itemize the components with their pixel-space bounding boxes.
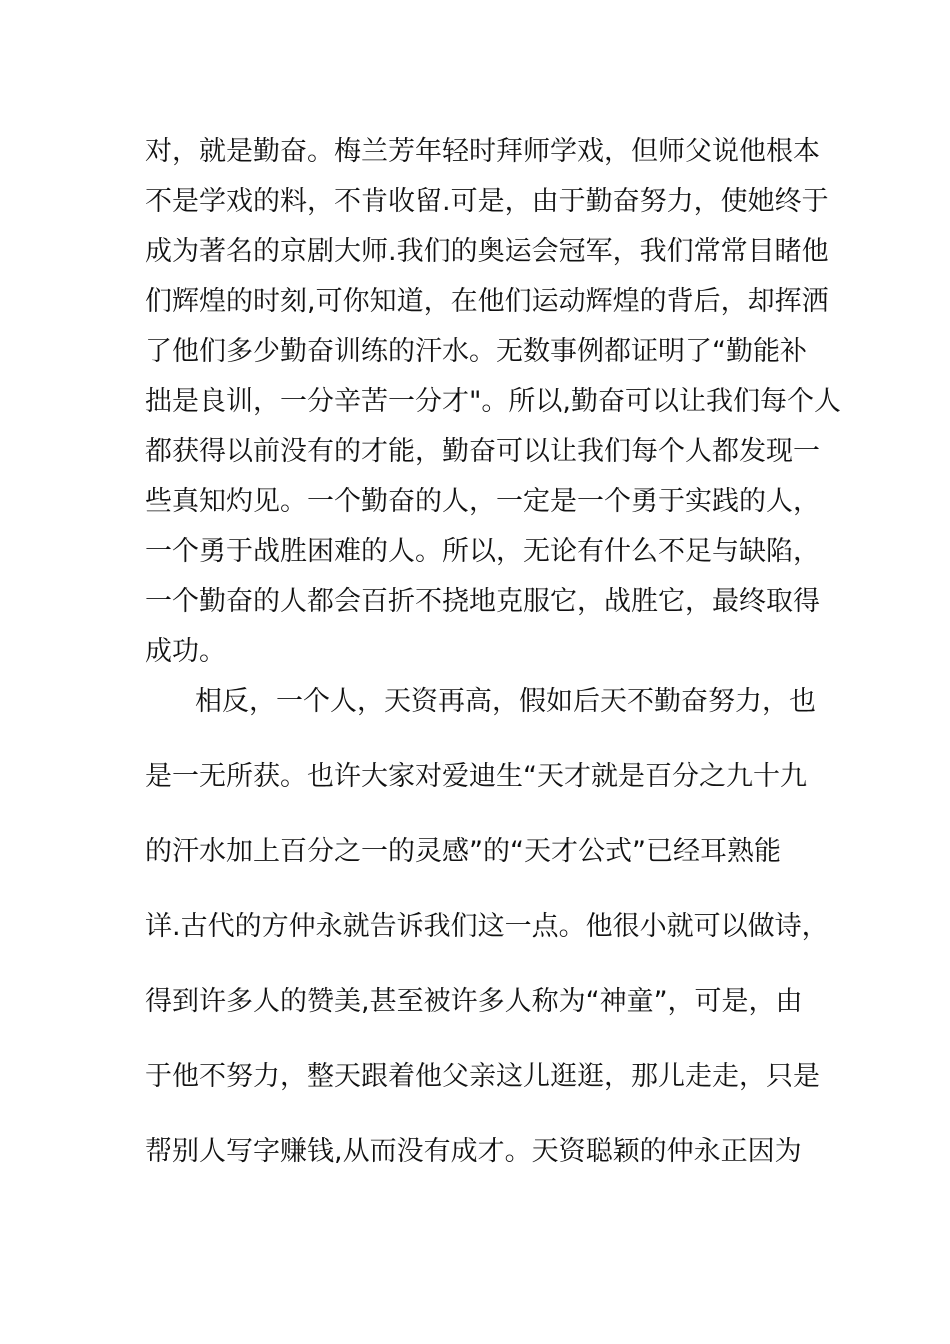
paragraph1-line: 都获得以前没有的才能，勤奋可以让我们每个人都发现一 [145, 436, 820, 467]
paragraph1-line: 拙是良训，一分辛苦一分才"。所以,勤奋可以让我们每个人 [145, 386, 842, 417]
paragraph2-line: 详.古代的方仲永就告诉我们这一点。他很小就可以做诗， [145, 911, 829, 942]
paragraph2-line: 得到许多人的赞美,甚至被许多人称为“神童”，可是，由 [145, 986, 803, 1017]
paragraph2-line: 是一无所获。也许大家对爱迪生“天才就是百分之九十九 [145, 761, 807, 792]
paragraph1-line: 们辉煌的时刻,可你知道，在他们运动辉煌的背后，却挥洒 [145, 286, 829, 317]
paragraph1-line: 不是学戏的料，不肯收留.可是，由于勤奋努力，使她终于 [145, 186, 829, 217]
paragraph1-line: 成为著名的京剧大师.我们的奥运会冠军，我们常常目睹他 [145, 236, 829, 267]
paragraph2-line: 帮别人写字赚钱,从而没有成才。天资聪颖的仲永正因为 [145, 1136, 802, 1167]
paragraph1-line: 一个勇于战胜困难的人。所以，无论有什么不足与缺陷， [145, 536, 820, 567]
paragraph2-line: 相反，一个人，天资再高，假如后天不勤奋努力，也 [195, 686, 816, 717]
paragraph2-line: 于他不努力，整天跟着他父亲这儿逛逛，那儿走走，只是 [145, 1061, 820, 1092]
paragraph2-line: 的汗水加上百分之一的灵感”的“天才公式”已经耳熟能 [145, 836, 781, 867]
paragraph1-line: 成功。 [145, 636, 226, 667]
paragraph1-line: 些真知灼见。一个勤奋的人，一定是一个勇于实践的人， [145, 486, 820, 517]
paragraph1-line: 了他们多少勤奋训练的汗水。无数事例都证明了“勤能补 [145, 336, 807, 367]
paragraph1-line: 一个勤奋的人都会百折不挠地克服它，战胜它，最终取得 [145, 586, 820, 617]
paragraph1-line: 对，就是勤奋。梅兰芳年轻时拜师学戏，但师父说他根本 [145, 136, 820, 167]
